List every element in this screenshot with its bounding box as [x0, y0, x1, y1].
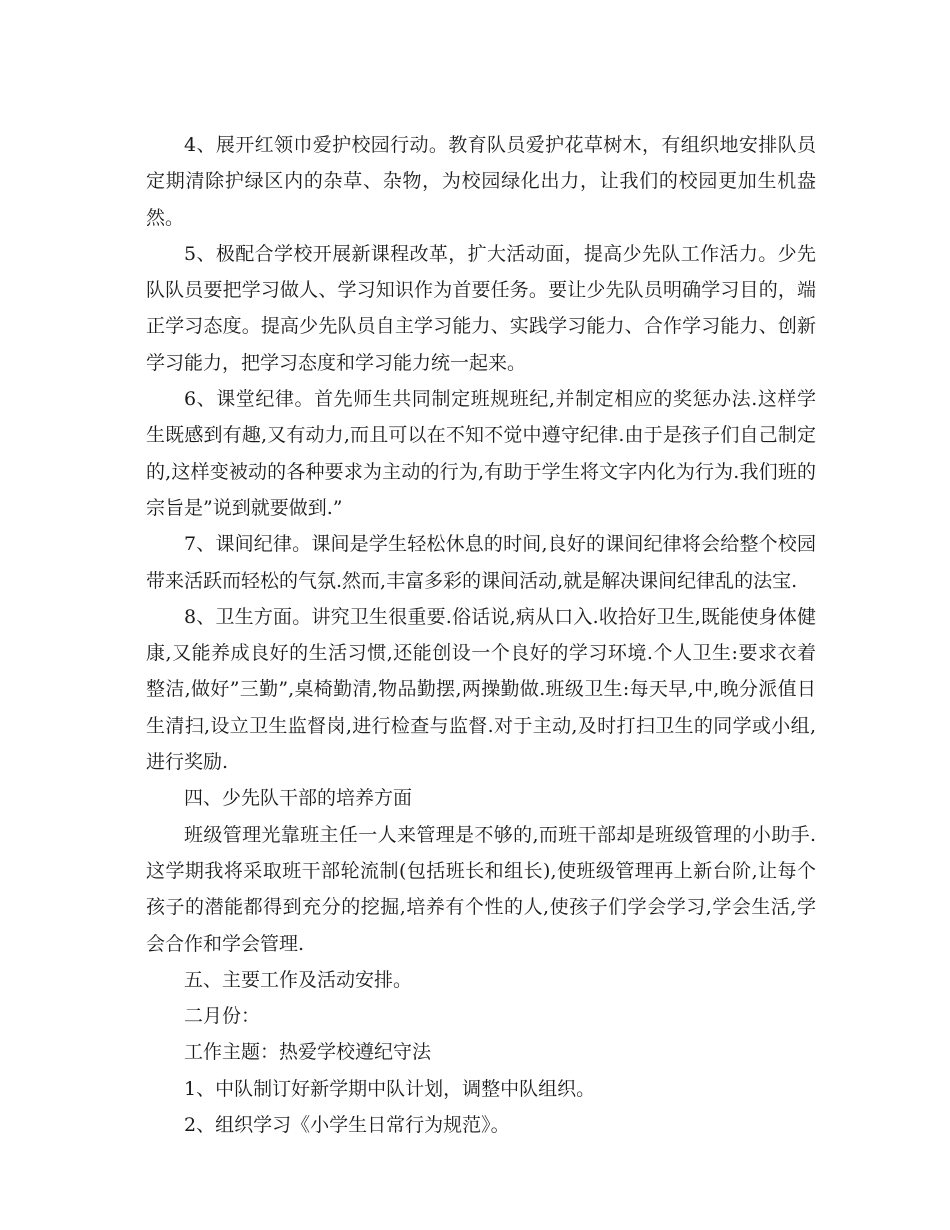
paragraph-item-5: 5、极配合学校开展新课程改革，扩大活动面，提高少先队工作活力。少先队队员要把学习做人、学习知识作为首要任务。要让少先队员明确学习目的，端正学习态度。提高少先队员自主学习能力、实践学习能力、合作学习能力、创新学习能力，把学习态度和学习能力统一起来。 — [146, 242, 816, 374]
month-heading-february: 二月份： — [184, 1005, 261, 1028]
section-heading-main-work: 五、主要工作及活动安排。 — [184, 968, 413, 991]
paragraph-item-4: 4、展开红领巾爱护校园行动。教育队员爱护花草树木，有组织地安排队员定期清除护绿区内的杂草、杂物，为校园绿化出力，让我们的校园更加生机盎然。 — [146, 134, 816, 229]
paragraph-classroom-discipline: 6、课堂纪律。首先师生共同制定班规班纪,并制定相应的奖惩办法.这样学生既感到有趣,又有动力,而且可以在不知不觉中遵守纪律.由于是孩子们自己制定的,这样变被动的各种要求为主动的行为,有助于学生将文字内化为行为.我们班的宗旨是”说到就要做到.” — [146, 388, 816, 519]
work-theme: 工作主题：热爱学校遵纪守法 — [184, 1041, 432, 1064]
document-body — [146, 127, 816, 1143]
paragraph-cadre-training: 班级管理光靠班主任一人来管理是不够的,而班干部却是班级管理的小助手.这学期我将采取班干部轮流制(包括班长和组长),使班级管理再上新台阶,让每个孩子的潜能都得到充分的挖掘,培养有个性的人,使孩子们学会学习,学会生活,学会合作和学会管理. — [146, 823, 816, 955]
list-item-2: 2、组织学习《小学生日常行为规范》。 — [184, 1114, 510, 1137]
paragraph-hygiene: 8、卫生方面。讲究卫生很重要.俗话说,病从口入.收拾好卫生,既能使身体健康,又能养成良好的生活习惯,还能创设一个良好的学习环境.个人卫生:要求衣着整洁,做好”三勤”,桌椅勤清,物品勤摆,两操勤做.班级卫生:每天早,中,晚分派值日生清扫,设立卫生监督岗,进行检查与监督.对于主动,及时打扫卫生的同学或小组,进行奖励. — [146, 605, 816, 774]
list-item-1: 1、中队制订好新学期中队计划，调整中队组织。 — [184, 1077, 596, 1100]
section-heading-cadre-training: 四、少先队干部的培养方面 — [184, 787, 413, 810]
paragraph-break-discipline: 7、课间纪律。课间是学生轻松休息的时间,良好的课间纪律将会给整个校园带来活跃而轻松的气氛.然而,丰富多彩的课间活动,就是解决课间纪律乱的法宝. — [146, 533, 816, 592]
